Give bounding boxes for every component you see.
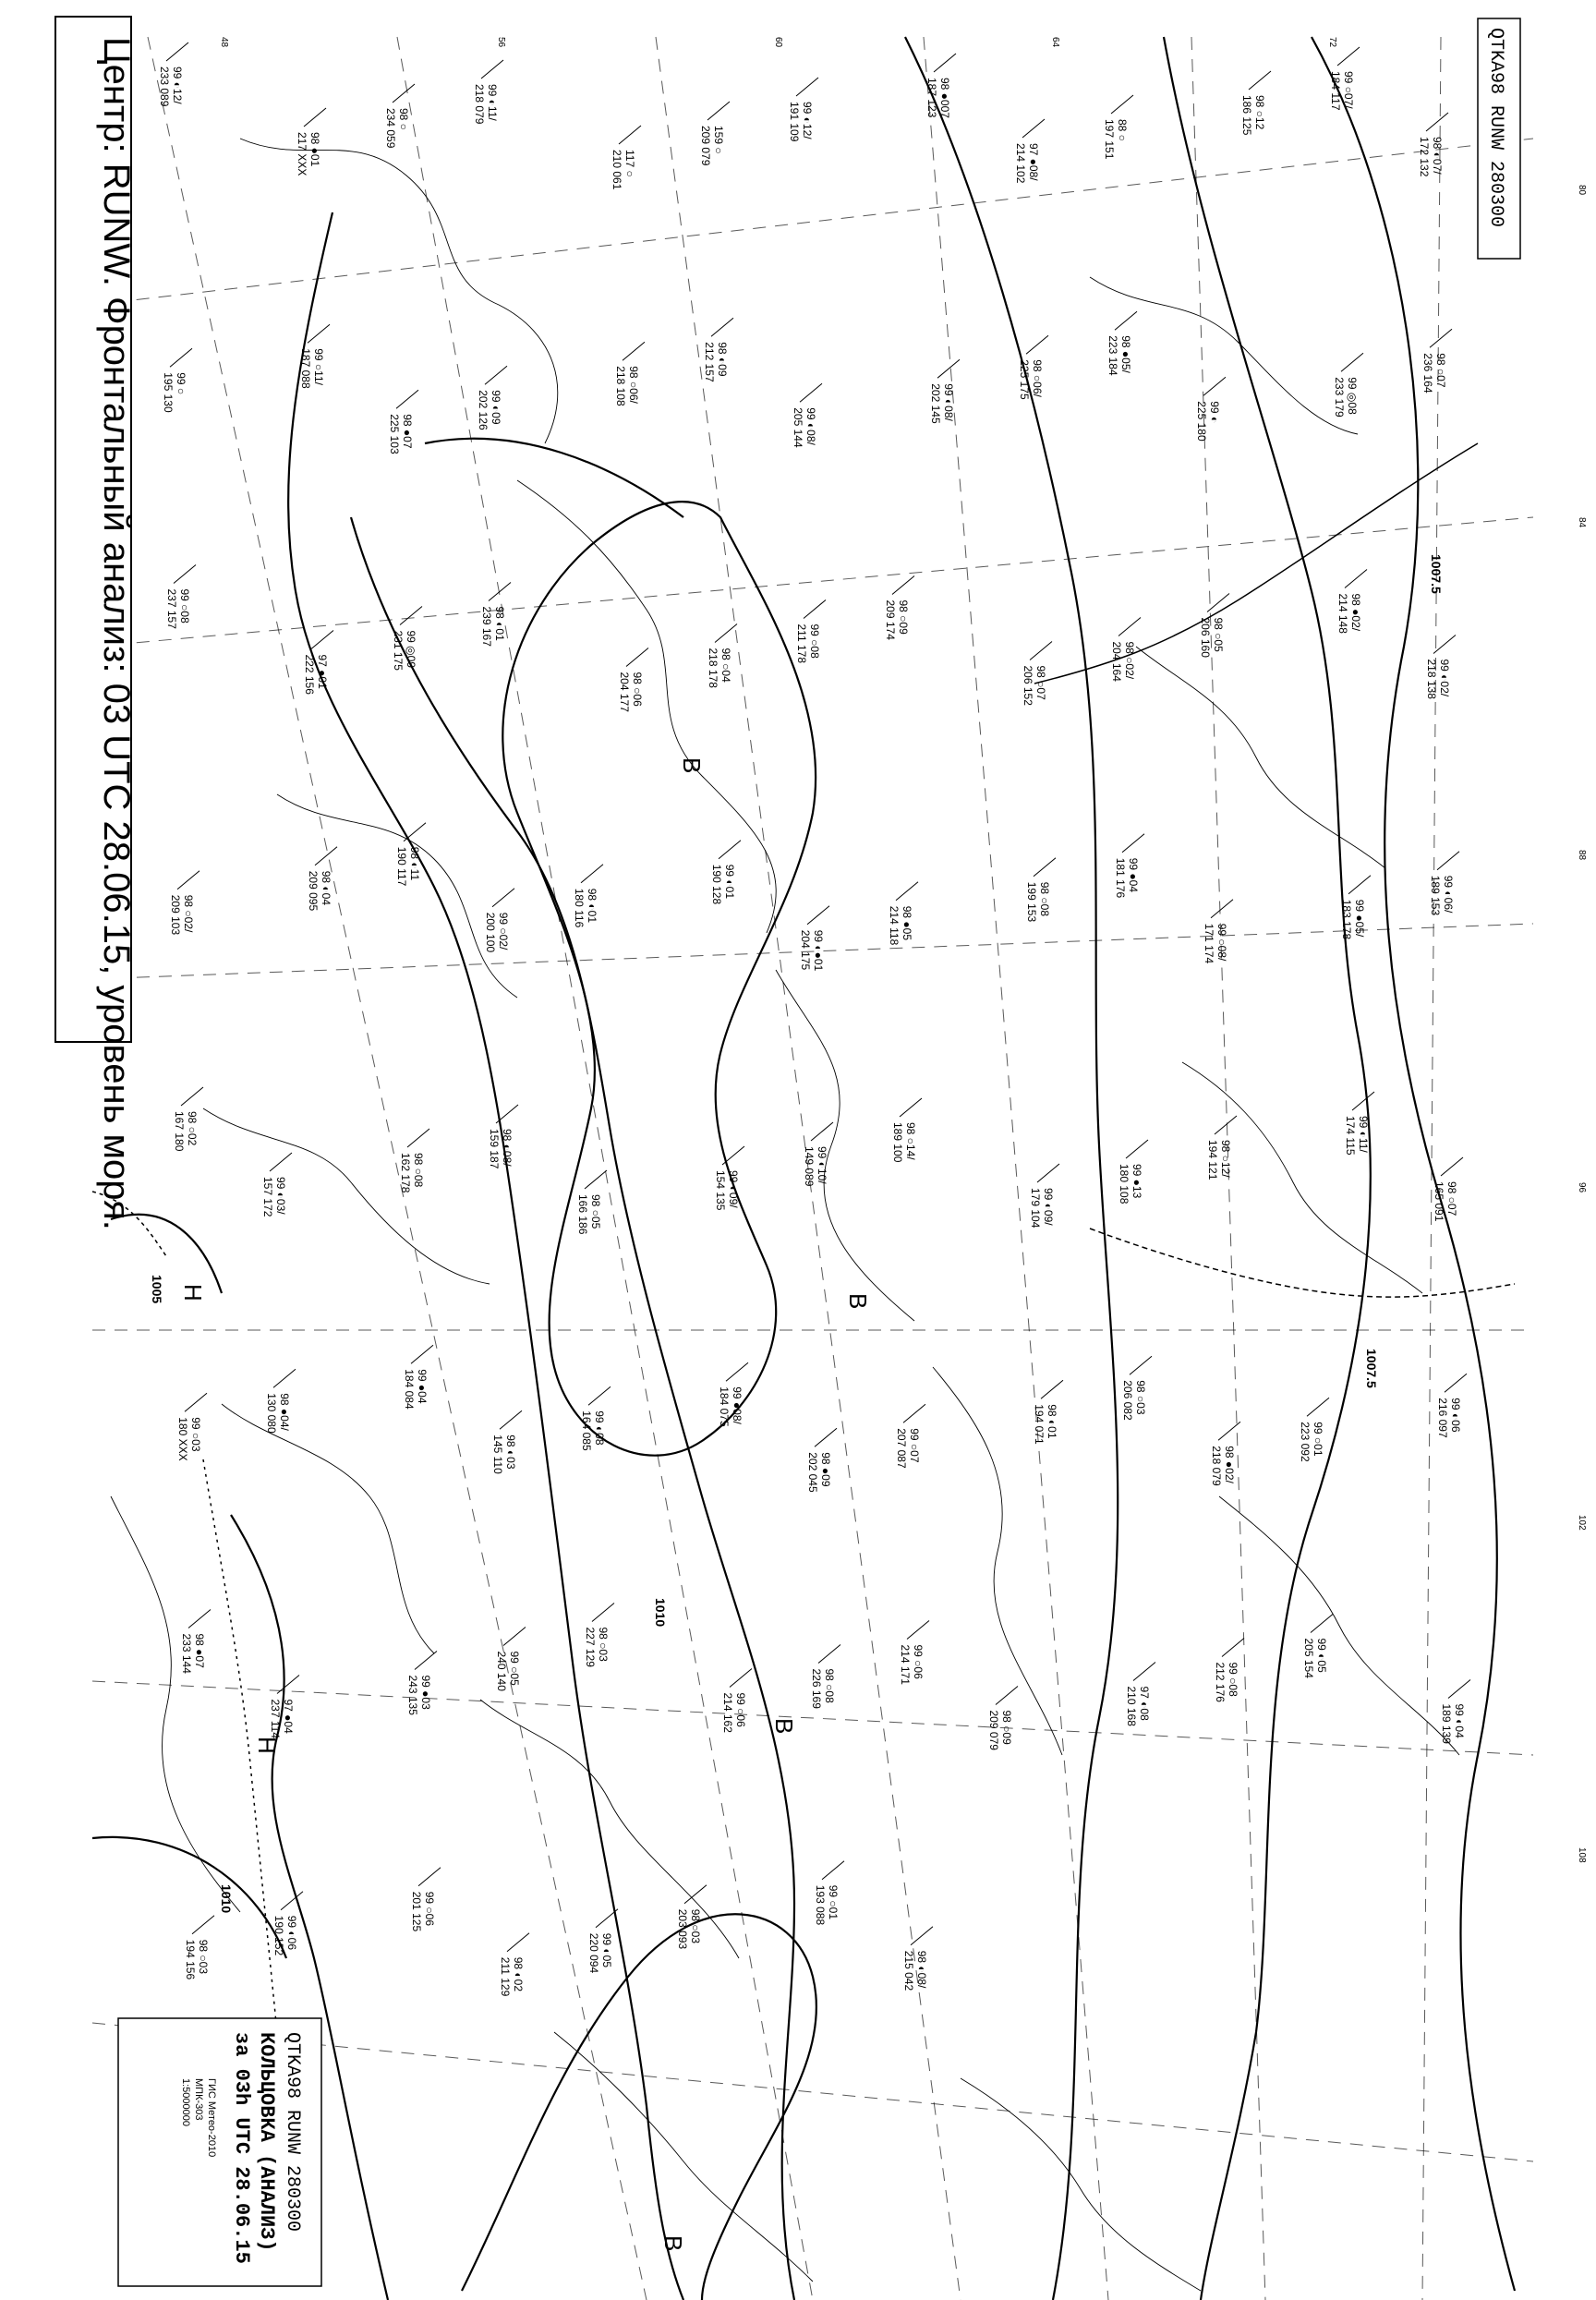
station-pressure: 149 089 [803, 1146, 816, 1187]
station-weather: 98 ●02/ [1223, 1446, 1236, 1483]
station-weather: 98 ○08 [823, 1668, 836, 1703]
isobar-label: 1005 [150, 1275, 164, 1304]
station-pressure: 236 164 [1421, 353, 1434, 393]
station-pressure: 209 174 [884, 599, 897, 640]
station-pressure: 194 071 [1033, 1404, 1046, 1445]
station-pressure: 186 125 [1240, 95, 1253, 136]
station-weather: 98 ◐03 [504, 1434, 517, 1470]
station-weather: 98 ○04 [719, 648, 732, 683]
grid-label: 102 [1577, 1515, 1587, 1531]
station-weather: 99 ○07/ [1342, 71, 1355, 109]
station-pressure: 225 103 [388, 414, 401, 454]
station-weather: 99 ○ [175, 372, 187, 395]
station-pressure: 209 079 [987, 1710, 1000, 1750]
station-weather: 99 ○08 [1227, 1662, 1239, 1697]
station-pressure: 209 095 [307, 870, 320, 912]
station-pressure: 201 125 [410, 1891, 423, 1932]
station-weather: 98 ◐01 [493, 606, 506, 641]
station-pressure: 130 080 [265, 1393, 278, 1434]
station-weather: 98 ○09 [897, 599, 910, 635]
station-pressure: 174 115 [1344, 1116, 1357, 1156]
station-pressure: 190 152 [272, 1915, 285, 1956]
station-pressure: 214 148 [1336, 593, 1349, 634]
station-weather: 99 ○08 [178, 588, 191, 623]
station-pressure: 180 116 [573, 888, 586, 928]
station-pressure: 194 156 [184, 1939, 197, 1980]
station-weather: 98 ●007 [938, 78, 951, 118]
station-weather: 98 ○03 [597, 1627, 610, 1662]
station-pressure: 190 128 [710, 864, 723, 905]
station-weather: 97 ◐08 [1138, 1686, 1151, 1721]
station-weather: 99 ◎08 [1346, 377, 1359, 415]
station-pressure: 194 121 [1206, 1140, 1219, 1180]
station-pressure: 159 187 [488, 1129, 501, 1169]
station-pressure: 217 XXX [296, 132, 308, 176]
station-weather: 98 ○07 [1034, 665, 1047, 700]
station-pressure: 171 174 [1203, 923, 1215, 964]
station-pressure: 243 135 [406, 1675, 419, 1715]
station-weather: 99 ◐05 [1315, 1638, 1328, 1673]
station-weather: 99 ◐06 [285, 1915, 298, 1951]
station-weather: 99 ◐09/ [727, 1170, 740, 1208]
station-pressure: 218 079 [473, 84, 486, 125]
station-weather: 99 ○11/ [312, 348, 325, 385]
station-pressure: 184 084 [403, 1369, 416, 1410]
grid-label: 88 [1577, 850, 1587, 861]
header-code-block [1478, 18, 1520, 259]
station-pressure: 227 129 [584, 1627, 597, 1667]
grid-label: 64 [1050, 37, 1060, 48]
station-weather: 99 ●13 [1130, 1164, 1143, 1199]
station-pressure: 220 094 [587, 1932, 600, 1974]
station-weather: 98 ○03 [1134, 1380, 1147, 1415]
stamp-scale: 1:5000000 [180, 2078, 191, 2126]
low-pressure-center: H [179, 1284, 207, 1301]
station-weather: 99 ◐06 [1449, 1398, 1462, 1433]
station-pressure: 240 140 [495, 1651, 508, 1691]
high-pressure-center: B [844, 1293, 872, 1310]
station-weather: 99 ◐10/ [816, 1146, 828, 1184]
high-pressure-center: B [770, 1718, 798, 1735]
station-weather: 99 ○06 [912, 1644, 925, 1679]
station-pressure: 223 092 [1299, 1422, 1312, 1462]
grid-label: 60 [773, 37, 783, 48]
map-stamp [118, 2018, 321, 2286]
grid-label: 80 [1577, 185, 1587, 196]
station-weather: 99 ◐12/ [801, 102, 814, 139]
station-weather: 98 ◐01 [1046, 1404, 1058, 1439]
station-pressure: 202 045 [806, 1452, 819, 1493]
station-pressure: 206 082 [1121, 1380, 1134, 1421]
station-weather: 98 ○02/ [182, 894, 195, 933]
low-pressure-center: H [253, 1737, 281, 1754]
isobar-label: 1007.5 [1429, 554, 1444, 594]
station-pressure: 187 088 [299, 348, 312, 389]
station-pressure: 191 109 [788, 102, 801, 142]
station-weather: 99 ◎09 [405, 630, 417, 668]
station-pressure: 203 093 [676, 1908, 689, 1950]
station-weather: 98 ●07 [193, 1633, 206, 1668]
station-pressure: 205 144 [792, 407, 804, 448]
isobar-label: 1007.5 [1364, 1349, 1379, 1388]
station-weather: 99 ○01 [1312, 1422, 1324, 1457]
station-weather: 98 ○07 [1445, 1181, 1458, 1217]
station-weather: 99 ◐02/ [1438, 659, 1451, 697]
station-weather: 99 ○02/ [497, 912, 510, 950]
station-pressure: 218 138 [1425, 659, 1438, 699]
station-pressure: 222 156 [303, 654, 316, 695]
station-pressure: 184 117 [1329, 71, 1342, 111]
station-pressure: 162 178 [399, 1153, 412, 1193]
station-weather: 98 ◐01 [586, 888, 598, 924]
station-pressure: 154 135 [714, 1170, 727, 1211]
station-weather: 98 ●01 [308, 132, 321, 167]
station-pressure: 209 103 [169, 894, 182, 936]
station-weather: 98 ○12 [1253, 95, 1266, 130]
station-weather: 88 ○ [1116, 119, 1129, 141]
station-pressure: 179 104 [1029, 1188, 1042, 1229]
station-pressure: 210 061 [611, 150, 623, 190]
station-pressure: 206 160 [1199, 617, 1212, 658]
station-pressure: 200 100 [484, 912, 497, 953]
station-pressure: 214 102 [1014, 143, 1027, 184]
station-weather: 99 ◐08/ [804, 407, 817, 445]
station-weather: 99 ○06 [734, 1692, 747, 1727]
station-pressure: 207 087 [895, 1428, 908, 1469]
station-pressure: 233 089 [158, 67, 171, 107]
grid-label: 108 [1577, 1847, 1587, 1863]
station-weather: 98 ○02 [186, 1111, 199, 1146]
high-pressure-center: B [659, 2235, 687, 2252]
header-code: QTKA98 RUNW 280300 [1485, 28, 1506, 228]
station-weather: 99 ○08/ [1215, 923, 1228, 962]
stamp-code: QTKA98 RUNW 280300 [282, 2032, 303, 2233]
station-weather: 99 ◐ [1208, 401, 1221, 424]
station-weather: 99 ◐12/ [171, 67, 184, 104]
station-weather: 98 ○05 [589, 1194, 602, 1229]
station-pressure: 237 157 [165, 588, 178, 629]
station-pressure: 218 178 [707, 648, 719, 688]
station-weather: 98 ●02/ [1349, 593, 1362, 632]
station-pressure: 204 177 [618, 672, 631, 712]
station-pressure: 189 139 [1440, 1703, 1453, 1744]
station-weather: 98 ●07 [401, 414, 414, 449]
station-weather: 99 ○06 [423, 1891, 436, 1927]
station-weather: 117 ○ [623, 150, 636, 177]
station-weather: 99 ●08/ [731, 1386, 744, 1424]
station-weather: 98 ○03 [197, 1939, 210, 1975]
stamp-software: ГИС Метео-2010 [206, 2078, 217, 2158]
grid-label: 96 [1577, 1182, 1587, 1193]
station-pressure: 212 176 [1214, 1662, 1227, 1702]
station-pressure: 193 088 [814, 1884, 827, 1926]
station-weather: 98 ○ [397, 108, 410, 130]
station-pressure: 205 154 [1302, 1638, 1315, 1678]
station-weather: 98 ●09 [819, 1452, 832, 1487]
station-weather: 98 ○06/ [627, 366, 640, 404]
station-pressure: 218 079 [1210, 1446, 1223, 1486]
station-pressure: 157 172 [261, 1177, 274, 1217]
station-weather: 99 ●04 [416, 1369, 429, 1404]
station-pressure: 211 178 [795, 623, 808, 663]
station-weather: 99 ◐08/ [942, 383, 955, 421]
station-pressure: 189 153 [1429, 875, 1442, 916]
station-pressure: 225 180 [1195, 401, 1208, 442]
station-pressure: 233 144 [180, 1633, 193, 1674]
station-pressure: 202 126 [477, 390, 490, 430]
station-weather: 98 ◐08/ [915, 1950, 928, 1989]
station-weather: 99 ◐06/ [1442, 875, 1455, 914]
station-pressure: 216 097 [1436, 1398, 1449, 1438]
station-weather: 98 ○06 [631, 672, 644, 707]
station-weather: 99 ○01 [827, 1884, 840, 1920]
station-weather: 98 ●05 [901, 905, 913, 941]
station-weather: 159 ○ [712, 126, 725, 154]
station-pressure: 195 130 [162, 372, 175, 413]
station-pressure: 202 145 [929, 383, 942, 424]
station-weather: 99 ◐09 [490, 390, 502, 425]
station-pressure: 225 175 [1018, 359, 1031, 400]
station-pressure: 211 129 [499, 1956, 512, 1997]
station-weather: 98 ○05 [1212, 617, 1225, 652]
station-pressure: 206 152 [1022, 665, 1034, 706]
station-pressure: 237 114 [269, 1699, 282, 1738]
station-weather: 99 ○05 [508, 1651, 521, 1686]
station-weather: 98 ○03 [689, 1908, 702, 1944]
station-pressure: 223 184 [1106, 335, 1119, 376]
station-pressure: 145 110 [491, 1434, 504, 1474]
station-pressure: 184 075 [718, 1386, 731, 1427]
station-pressure: 180 XXX [176, 1417, 189, 1461]
station-weather: 97 ●01 [316, 654, 329, 689]
grid-label: 72 [1327, 37, 1337, 48]
station-weather: 99 ◐04 [1453, 1703, 1466, 1738]
station-pressure: 233 179 [1333, 377, 1346, 418]
station-weather: 98 ○06/ [1031, 359, 1044, 397]
station-weather: 98 ◐08/ [501, 1129, 514, 1167]
station-pressure: 204 164 [1110, 641, 1123, 682]
grid-label: 56 [496, 37, 506, 48]
station-weather: 98 ○02/ [1123, 641, 1136, 680]
station-pressure: 180 108 [1118, 1164, 1130, 1204]
map-title: Центр: RUNW. Фронтальный анализ: 03 UTC 28.06.15, уровень моря. [96, 37, 137, 1230]
station-pressure: 231 175 [392, 630, 405, 671]
station-pressure: 212 157 [703, 342, 716, 382]
station-pressure: 209 079 [699, 126, 712, 166]
station-weather: 98 ●04/ [278, 1393, 291, 1431]
isobar-label: 1010 [653, 1598, 668, 1628]
station-weather: 97 ●04 [282, 1699, 295, 1734]
station-weather: 98 ○08 [1038, 881, 1051, 917]
station-pressure: 214 162 [721, 1692, 734, 1733]
stamp-title: КОЛЬЦОВКА (АНАЛИЗ) [255, 2032, 278, 2252]
grid-label: 48 [219, 37, 229, 48]
station-weather: 99 ◐03/ [274, 1177, 287, 1215]
station-pressure: 214 118 [888, 905, 901, 946]
station-pressure: 197 151 [1103, 119, 1116, 160]
station-weather: 99 ●04 [1127, 857, 1140, 893]
isobar-label: 1010 [219, 1884, 234, 1914]
station-pressure: 181 176 [1114, 857, 1127, 899]
station-pressure: 183 178 [1340, 899, 1353, 940]
station-pressure: 199 153 [1025, 881, 1038, 923]
station-weather: 99 ○07 [908, 1428, 921, 1463]
station-weather: 99 ◐11/ [486, 84, 499, 121]
station-weather: 98 ○07 [1434, 353, 1447, 388]
station-weather: 99 ◐11/ [1357, 1116, 1370, 1153]
station-weather: 98 ◐09 [716, 342, 729, 377]
station-weather: 99 ●05/ [1353, 899, 1366, 938]
station-weather: 99 ◐05 [600, 1932, 613, 1968]
station-pressure: 187 123 [925, 78, 938, 118]
stamp-time: за 03h UTC 28.06.15 [230, 2032, 253, 2264]
station-weather: 97 ●08/ [1027, 143, 1040, 181]
station-pressure: 214 171 [899, 1644, 912, 1685]
station-pressure: 189 100 [891, 1122, 904, 1163]
station-pressure: 218 108 [614, 366, 627, 406]
station-pressure: 172 132 [1418, 137, 1431, 177]
station-weather: 98 ○14/ [904, 1122, 917, 1160]
station-pressure: 204 175 [799, 929, 812, 971]
station-pressure: 166 186 [576, 1194, 589, 1235]
station-weather: 98 ◐02 [512, 1956, 525, 1992]
station-weather: 98 ◐04 [320, 870, 332, 906]
station-weather: 99 ◐09/ [1042, 1188, 1055, 1226]
station-pressure: 167 180 [173, 1111, 186, 1152]
station-weather: 98 ○08 [412, 1153, 425, 1188]
station-pressure: 210 168 [1125, 1686, 1138, 1726]
stamp-complex: МПК-303 [193, 2078, 204, 2121]
station-weather: 99 ○03 [189, 1417, 202, 1452]
station-weather: 98 ◐11 [408, 846, 421, 881]
station-pressure: 234 059 [384, 108, 397, 149]
station-pressure: 164 085 [580, 1410, 593, 1451]
station-weather: 98 ○09 [1000, 1710, 1013, 1745]
station-weather: 99 ○08 [808, 623, 821, 659]
station-pressure: 239 167 [480, 606, 493, 647]
station-weather: 99 ◐08 [593, 1410, 606, 1446]
station-weather: 98 ●05/ [1119, 335, 1132, 373]
station-weather: 99 ◐●01 [812, 929, 825, 972]
station-pressure: 215 042 [902, 1950, 915, 1991]
high-pressure-center: B [678, 757, 706, 774]
station-weather: 98 ○12/ [1219, 1140, 1232, 1178]
station-weather: 99 ◐01 [723, 864, 736, 900]
station-pressure: 165 091 [1433, 1181, 1445, 1222]
station-pressure: 190 117 [395, 846, 408, 887]
grid-label: 84 [1577, 517, 1587, 528]
station-pressure: 226 169 [810, 1668, 823, 1709]
station-weather: 98 ◐07/ [1431, 137, 1444, 175]
station-weather: 99 ●03 [419, 1675, 432, 1710]
